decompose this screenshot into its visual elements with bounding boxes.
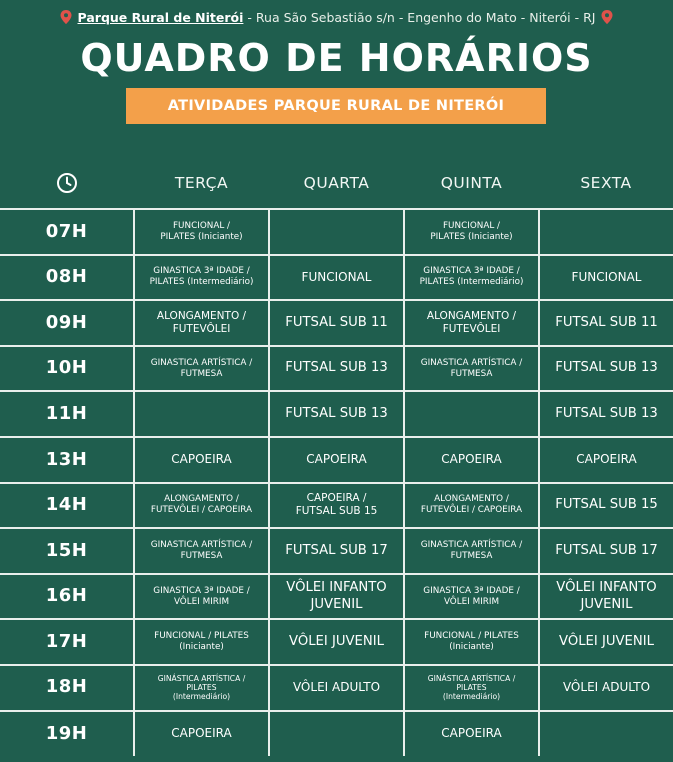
activity-cell-wednesday bbox=[269, 665, 404, 711]
column-header-friday: SEXTA bbox=[580, 174, 632, 192]
activity-cell-friday bbox=[539, 255, 673, 301]
activity-line: GINASTICA ARTÍSTICA / bbox=[150, 357, 253, 368]
activity-line: VÔLEI ADULTO bbox=[292, 680, 381, 695]
activity-line: FUTSAL SUB 11 bbox=[555, 314, 658, 330]
activity-cell-wednesday bbox=[269, 391, 404, 437]
activity-line: FUTMESA bbox=[180, 368, 223, 379]
activity-line: GINASTICA ARTÍSTICA / bbox=[420, 539, 523, 550]
schedule-row bbox=[0, 665, 673, 711]
activity-line: CAPOEIRA bbox=[576, 452, 637, 467]
hour-cell: 11H bbox=[0, 391, 134, 437]
location-pin-icon bbox=[601, 10, 613, 24]
activity-line: VÔLEI ADULTO bbox=[562, 680, 651, 695]
activity-line: FUTSAL SUB 15 bbox=[295, 505, 378, 518]
activity-cell-friday bbox=[539, 300, 673, 346]
activity-line: GINASTICA 3ª IDADE / bbox=[153, 266, 250, 277]
activity-cell-tuesday bbox=[134, 483, 269, 529]
activity-line: VÔLEI INFANTO bbox=[286, 580, 387, 596]
activity-line: FUTMESA bbox=[450, 368, 493, 379]
activity-cell-tuesday bbox=[134, 255, 269, 301]
hour-cell: 18H bbox=[0, 665, 134, 711]
activity-line: CAPOEIRA bbox=[441, 726, 502, 741]
page-title: QUADRO DE HORÁRIOS bbox=[80, 36, 593, 80]
activity-line: FUNCIONAL / PILATES bbox=[424, 631, 519, 642]
schedule-row bbox=[0, 391, 673, 437]
activity-line: VÔLEI INFANTO bbox=[556, 580, 657, 596]
activity-line: VÔLEI MIRIM bbox=[173, 596, 230, 607]
schedule-row bbox=[0, 300, 673, 346]
activity-line: GINASTICA 3ª IDADE / bbox=[423, 266, 520, 277]
activity-cell-thursday bbox=[404, 391, 539, 437]
hour-cell: 13H bbox=[0, 437, 134, 483]
activity-cell-tuesday bbox=[134, 574, 269, 620]
activity-cell-friday bbox=[539, 665, 673, 711]
activity-line: FUTMESA bbox=[450, 550, 493, 561]
hour-cell: 14H bbox=[0, 483, 134, 529]
activity-line: PILATES (Intermediário) bbox=[149, 277, 254, 288]
activity-cell-wednesday bbox=[269, 619, 404, 665]
activity-cell-friday bbox=[539, 437, 673, 483]
activity-line: GINASTICA ARTÍSTICA / bbox=[420, 357, 523, 368]
activity-cell-wednesday bbox=[269, 209, 404, 255]
activity-line: FUTSAL SUB 11 bbox=[285, 314, 388, 330]
activity-line: FUTSAL SUB 13 bbox=[285, 360, 388, 376]
activity-line: FUNCIONAL bbox=[571, 269, 642, 284]
activity-cell-tuesday bbox=[134, 391, 269, 437]
activity-cell-friday bbox=[539, 391, 673, 437]
activity-line: VÔLEI JUVENIL bbox=[289, 633, 384, 649]
activity-cell-wednesday bbox=[269, 300, 404, 346]
activity-cell-wednesday bbox=[269, 711, 404, 757]
activity-line: GINÁSTICA ARTÍSTICA / bbox=[157, 673, 246, 683]
schedule-row bbox=[0, 255, 673, 301]
activity-cell-thursday bbox=[404, 209, 539, 255]
activity-line: FUTSAL SUB 13 bbox=[555, 405, 658, 421]
hour-cell: 17H bbox=[0, 619, 134, 665]
activity-line: ALONGAMENTO / bbox=[434, 494, 509, 505]
activity-line: (Iniciante) bbox=[449, 642, 494, 653]
activity-cell-tuesday bbox=[134, 619, 269, 665]
activity-cell-friday bbox=[539, 346, 673, 392]
activity-cell-thursday bbox=[404, 574, 539, 620]
activity-line: FUNCIONAL / bbox=[443, 220, 500, 231]
activity-line: FUNCIONAL / bbox=[173, 220, 230, 231]
activity-cell-thursday bbox=[404, 437, 539, 483]
activity-cell-friday bbox=[539, 574, 673, 620]
subtitle-banner: ATIVIDADES PARQUE RURAL DE NITERÓI bbox=[126, 88, 546, 124]
activity-line: JUVENIL bbox=[310, 596, 363, 612]
schedule-row bbox=[0, 483, 673, 529]
activity-line: FUTSAL SUB 15 bbox=[555, 497, 658, 513]
hour-cell: 10H bbox=[0, 346, 134, 392]
column-header-thursday: QUINTA bbox=[440, 174, 503, 192]
schedule-row bbox=[0, 528, 673, 574]
activity-cell-tuesday bbox=[134, 665, 269, 711]
hour-cell: 08H bbox=[0, 255, 134, 301]
activity-cell-wednesday bbox=[269, 483, 404, 529]
schedule-row bbox=[0, 574, 673, 620]
activity-line: FUTEVÔLEI / CAPOEIRA bbox=[420, 505, 523, 516]
clock-icon bbox=[56, 172, 78, 194]
activity-line: (Intermediário) bbox=[442, 692, 501, 702]
activity-cell-friday bbox=[539, 528, 673, 574]
activity-line: FUTEVÔLEI bbox=[172, 322, 231, 335]
activity-cell-friday bbox=[539, 209, 673, 255]
activity-cell-thursday bbox=[404, 619, 539, 665]
activity-line: CAPOEIRA bbox=[441, 452, 502, 467]
activity-cell-thursday bbox=[404, 300, 539, 346]
activity-line: FUTSAL SUB 17 bbox=[285, 542, 388, 558]
activity-line: FUNCIONAL bbox=[301, 269, 372, 284]
activity-line: ALONGAMENTO / bbox=[426, 309, 517, 322]
activity-cell-wednesday bbox=[269, 574, 404, 620]
column-header-tuesday: TERÇA bbox=[174, 174, 229, 192]
activity-line: GINÁSTICA ARTÍSTICA / bbox=[427, 673, 516, 683]
hour-cell: 09H bbox=[0, 300, 134, 346]
activity-line: GINASTICA ARTÍSTICA / bbox=[150, 539, 253, 550]
activity-line: FUTSAL SUB 13 bbox=[555, 360, 658, 376]
activity-line: FUTMESA bbox=[180, 550, 223, 561]
activity-cell-friday bbox=[539, 619, 673, 665]
place-name: Parque Rural de Niterói bbox=[77, 9, 244, 25]
activity-line: ALONGAMENTO / bbox=[156, 309, 247, 322]
activity-line: PILATES (Iniciante) bbox=[430, 231, 513, 242]
activity-cell-tuesday bbox=[134, 209, 269, 255]
activity-cell-thursday bbox=[404, 528, 539, 574]
schedule-row bbox=[0, 209, 673, 255]
hour-cell: 15H bbox=[0, 528, 134, 574]
table-header bbox=[0, 160, 673, 206]
schedule-row bbox=[0, 437, 673, 483]
location-bar bbox=[0, 0, 673, 34]
activity-line: PILATES (Iniciante) bbox=[160, 231, 243, 242]
schedule-row bbox=[0, 711, 673, 757]
separator: - bbox=[247, 9, 252, 25]
activity-line: CAPOEIRA / bbox=[306, 492, 367, 505]
schedule-row bbox=[0, 346, 673, 392]
activity-line: CAPOEIRA bbox=[306, 452, 367, 467]
activity-line: CAPOEIRA bbox=[171, 726, 232, 741]
activity-line: FUTSAL SUB 13 bbox=[285, 405, 388, 421]
activity-line: (Iniciante) bbox=[179, 642, 224, 653]
activity-line: (Intermediário) bbox=[172, 692, 231, 702]
activity-line: VÔLEI MIRIM bbox=[443, 596, 500, 607]
activity-line: PILATES (Intermediário) bbox=[419, 277, 524, 288]
hour-cell: 16H bbox=[0, 574, 134, 620]
activity-line: GINASTICA 3ª IDADE / bbox=[153, 585, 250, 596]
activity-line: CAPOEIRA bbox=[171, 452, 232, 467]
activity-cell-thursday bbox=[404, 483, 539, 529]
activity-line: FUTEVÔLEI / CAPOEIRA bbox=[150, 505, 253, 516]
activity-cell-tuesday bbox=[134, 528, 269, 574]
hour-cell: 07H bbox=[0, 209, 134, 255]
clock-header bbox=[0, 160, 134, 206]
activity-cell-thursday bbox=[404, 711, 539, 757]
activity-cell-friday bbox=[539, 483, 673, 529]
activity-cell-tuesday bbox=[134, 300, 269, 346]
address: Rua São Sebastião s/n - Engenho do Mato - Niterói - RJ bbox=[255, 9, 596, 25]
activity-cell-wednesday bbox=[269, 528, 404, 574]
activity-line: ALONGAMENTO / bbox=[164, 494, 239, 505]
activity-line: JUVENIL bbox=[580, 596, 633, 612]
location-pin-icon bbox=[60, 10, 72, 24]
activity-cell-thursday bbox=[404, 665, 539, 711]
activity-cell-wednesday bbox=[269, 255, 404, 301]
activity-line: FUNCIONAL / PILATES bbox=[154, 631, 249, 642]
hour-cell: 19H bbox=[0, 711, 134, 757]
activity-cell-wednesday bbox=[269, 346, 404, 392]
column-header-wednesday: QUARTA bbox=[303, 174, 370, 192]
activity-line: PILATES bbox=[456, 682, 487, 692]
activity-cell-wednesday bbox=[269, 437, 404, 483]
activity-line: VÔLEI JUVENIL bbox=[559, 633, 654, 649]
schedule-table bbox=[0, 208, 673, 756]
schedule-row bbox=[0, 619, 673, 665]
activity-cell-tuesday bbox=[134, 711, 269, 757]
activity-cell-thursday bbox=[404, 346, 539, 392]
activity-cell-thursday bbox=[404, 255, 539, 301]
activity-line: FUTEVÔLEI bbox=[442, 322, 501, 335]
activity-line: FUTSAL SUB 17 bbox=[555, 542, 658, 558]
activity-line: GINASTICA 3ª IDADE / bbox=[423, 585, 520, 596]
activity-line: PILATES bbox=[186, 682, 217, 692]
activity-cell-tuesday bbox=[134, 437, 269, 483]
activity-cell-tuesday bbox=[134, 346, 269, 392]
activity-cell-friday bbox=[539, 711, 673, 757]
